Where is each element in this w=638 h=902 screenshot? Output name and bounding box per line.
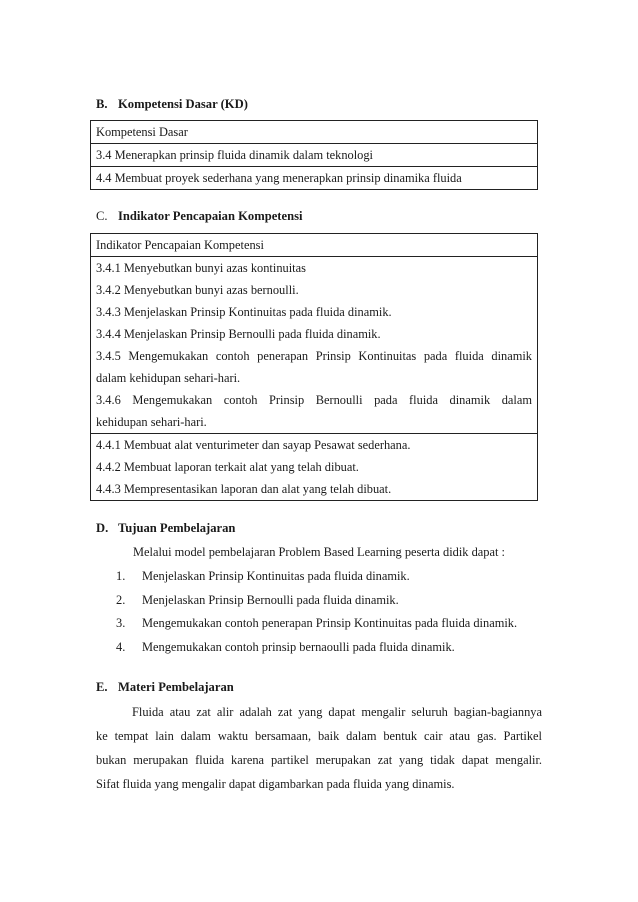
- paragraph-line: Sifat fluida yang mengalir dapat digambarkan pada fluida yang dinamis.: [96, 777, 455, 791]
- kd-row-text: 3.4 Menerapkan prinsip fluida dinamik dalam teknologi: [96, 148, 374, 162]
- section-d-title: Tujuan Pembelajaran: [118, 521, 236, 535]
- section-e-title: Materi Pembelajaran: [118, 680, 234, 694]
- section-e-letter: E.: [96, 680, 108, 694]
- indicator-line: 3.4.3 Menjelaskan Prinsip Kontinuitas pada fluida dinamik.: [96, 305, 392, 319]
- section-c-heading: [96, 209, 303, 224]
- list-item-number: 2.: [116, 592, 126, 607]
- section-c-letter: C.: [96, 209, 108, 223]
- list-item: [116, 589, 556, 613]
- section-d-heading: [96, 521, 235, 536]
- section-b-letter: B.: [96, 97, 108, 111]
- list-item: [116, 612, 556, 636]
- indicator-line: 4.4.3 Mempresentasikan laporan dan alat yang telah dibuat.: [96, 482, 392, 496]
- table-row: [91, 167, 537, 189]
- indicator-line: 4.4.1 Membuat alat venturimeter dan sayap Pesawat sederhana.: [96, 438, 411, 452]
- section-d-letter: D.: [96, 521, 109, 535]
- indicator-line: 3.4.4 Menjelaskan Prinsip Bernoulli pada fluida dinamik.: [96, 327, 381, 341]
- indicator-line: 4.4.2 Membuat laporan terkait alat yang telah dibuat.: [96, 460, 359, 474]
- list-item-number: 4.: [116, 639, 126, 654]
- table-header-text: Kompetensi Dasar: [96, 125, 188, 139]
- indicator-line: 3.4.6 Mengemukakan contoh Prinsip Bernoulli pada fluida dinamik dalam: [96, 393, 532, 407]
- indikator-table: [90, 233, 538, 501]
- section-e-heading: [96, 680, 234, 695]
- indicator-line: dalam kehidupan sehari-hari.: [96, 371, 241, 385]
- indicator-line: 3.4.5 Mengemukakan contoh penerapan Prinsip Kontinuitas pada fluida dinamik: [96, 349, 532, 363]
- list-item: [116, 565, 556, 589]
- kd-row-text: 4.4 Membuat proyek sederhana yang menerapkan prinsip dinamika fluida: [96, 171, 462, 185]
- table-row: [91, 257, 537, 434]
- paragraph-line: bukan merupakan fluida karena partikel merupakan zat yang tidak dapat mengalir.: [96, 753, 542, 767]
- table-header: [91, 234, 537, 257]
- section-b-heading: [96, 97, 248, 112]
- list-item-number: 3.: [116, 616, 126, 630]
- section-c-title: Indikator Pencapaian Kompetensi: [118, 209, 303, 223]
- list-item-number: 1.: [116, 569, 126, 583]
- materi-paragraph: [96, 700, 542, 796]
- indicator-line: 3.4.2 Menyebutkan bunyi azas bernoulli.: [96, 283, 299, 297]
- tujuan-list: [116, 565, 556, 659]
- table-row: [91, 144, 537, 167]
- list-item-text: Mengemukakan contoh prinsip bernaoulli pada fluida dinamik.: [142, 639, 455, 654]
- paragraph-line: ke tempat lain dalam waktu bersamaan, baik dalam bentuk cair atau gas. Partikel: [96, 729, 542, 743]
- indicator-line: 3.4.1 Menyebutkan bunyi azas kontinuitas: [96, 261, 306, 275]
- section-b-title: Kompetensi Dasar (KD): [118, 97, 248, 111]
- list-item-text: Menjelaskan Prinsip Kontinuitas pada fluida dinamik.: [142, 569, 410, 583]
- indicator-line: kehidupan sehari-hari.: [96, 415, 207, 429]
- tujuan-intro: Melalui model pembelajaran Problem Based Learning peserta didik dapat :: [133, 545, 505, 559]
- table-header: [91, 121, 537, 144]
- list-item: [116, 636, 556, 660]
- kompetensi-dasar-table: [90, 120, 538, 190]
- table-header-text: Indikator Pencapaian Kompetensi: [96, 238, 264, 252]
- paragraph-line: Fluida atau zat alir adalah zat yang dapat mengalir seluruh bagian-bagiannya: [132, 705, 542, 719]
- list-item-text: Mengemukakan contoh penerapan Prinsip Kontinuitas pada fluida dinamik.: [142, 616, 518, 630]
- table-row: [91, 434, 537, 500]
- list-item-text: Menjelaskan Prinsip Bernoulli pada fluida dinamik.: [142, 592, 399, 607]
